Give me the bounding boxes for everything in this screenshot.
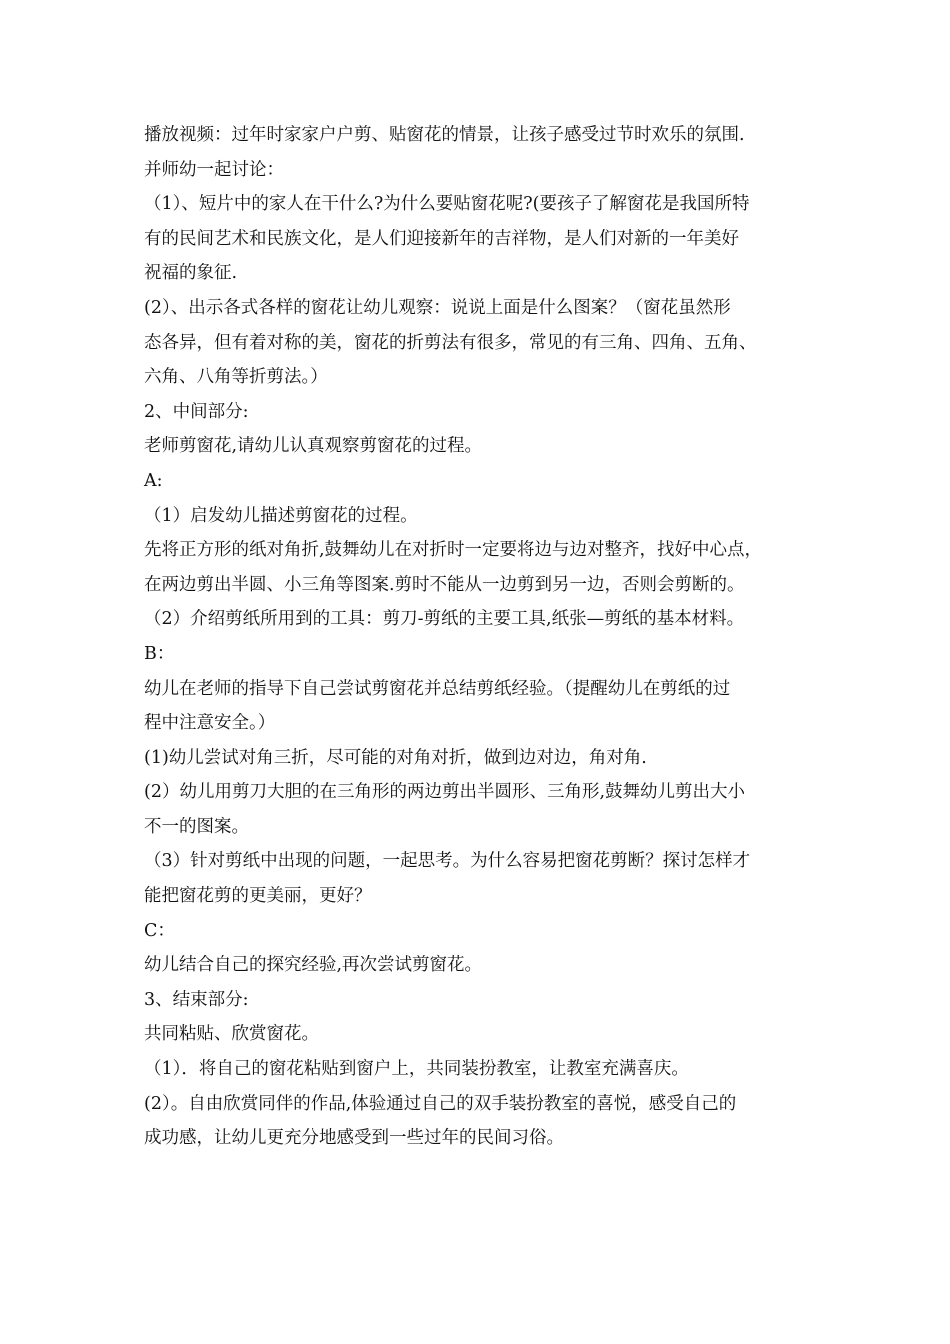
text-line: 幼儿在老师的指导下自己尝试剪窗花并总结剪纸经验。（提醒幼儿在剪纸的过	[144, 678, 731, 699]
section-heading: 3、结束部分:	[144, 989, 249, 1010]
text-line: 幼儿结合自己的探究经验,再次尝试剪窗花。	[144, 955, 483, 976]
text-line: 播放视频：过年时家家户户剪、贴窗花的情景，让孩子感受过节时欢乐的氛围.	[144, 125, 745, 145]
subsection-label: C：	[144, 920, 175, 941]
text-line: 能把窗花剪的更美丽，更好？	[144, 886, 372, 907]
text-line: （1）启发幼儿描述剪窗花的过程。	[144, 505, 418, 526]
text-line: 先将正方形的纸对角折,鼓舞幼儿在对折时一定要将边与边对整齐，找好中心点，	[144, 540, 763, 561]
text-line: 态各异，但有着对称的美，窗花的折剪法有很多，常见的有三角、四角、五角、	[144, 332, 757, 353]
text-line: (2）幼儿用剪刀大胆的在三角形的两边剪出半圆形、三角形,鼓舞幼儿剪出大小	[144, 782, 746, 803]
text-line: (1)幼儿尝试对角三折，尽可能的对角对折，做到边对边，角对角.	[144, 747, 647, 768]
text-line: (2）、出示各式各样的窗花让幼儿观察：说说上面是什么图案？（窗花虽然形	[144, 297, 731, 318]
text-line: 在两边剪出半圆、小三角等图案.剪时不能从一边剪到另一边，否则会剪断的。	[144, 574, 745, 595]
document-body	[144, 118, 824, 1156]
text-line: 六角、八角等折剪法。）	[144, 367, 328, 388]
text-line: 有的民间艺术和民族文化，是人们迎接新年的吉祥物，是人们对新的一年美好	[144, 228, 739, 249]
text-line: (2）。自由欣赏同伴的作品,体验通过自己的双手装扮教室的喜悦，感受自己的	[144, 1093, 737, 1114]
text-line: 不一的图案。	[144, 816, 249, 837]
text-line: （3）针对剪纸中出现的问题，一起思考。为什么容易把窗花剪断？探讨怎样才	[144, 851, 751, 872]
text-line: 共同粘贴、欣赏窗花。	[144, 1024, 319, 1045]
text-line: （2）介绍剪纸所用到的工具：剪刀-剪纸的主要工具,纸张—剪纸的基本材料。	[144, 609, 745, 630]
text-line: 老师剪窗花,请幼儿认真观察剪窗花的过程。	[144, 436, 483, 457]
text-line: 祝福的象征.	[144, 263, 238, 284]
text-line: （1）、短片中的家人在干什么?为什么要贴窗花呢?(要孩子了解窗花是我国所特	[144, 194, 750, 215]
text-line: 程中注意安全。）	[144, 713, 276, 734]
text-line: （1）．将自己的窗花粘贴到窗户上，共同装扮教室，让教室充满喜庆。	[144, 1059, 689, 1080]
text-line: 并师幼一起讨论：	[144, 159, 284, 180]
text-line: 成功感，让幼儿更充分地感受到一些过年的民间习俗。	[144, 1128, 564, 1149]
subsection-label: A:	[144, 470, 163, 491]
section-heading: 2、中间部分:	[144, 401, 249, 422]
subsection-label: B：	[144, 643, 175, 664]
